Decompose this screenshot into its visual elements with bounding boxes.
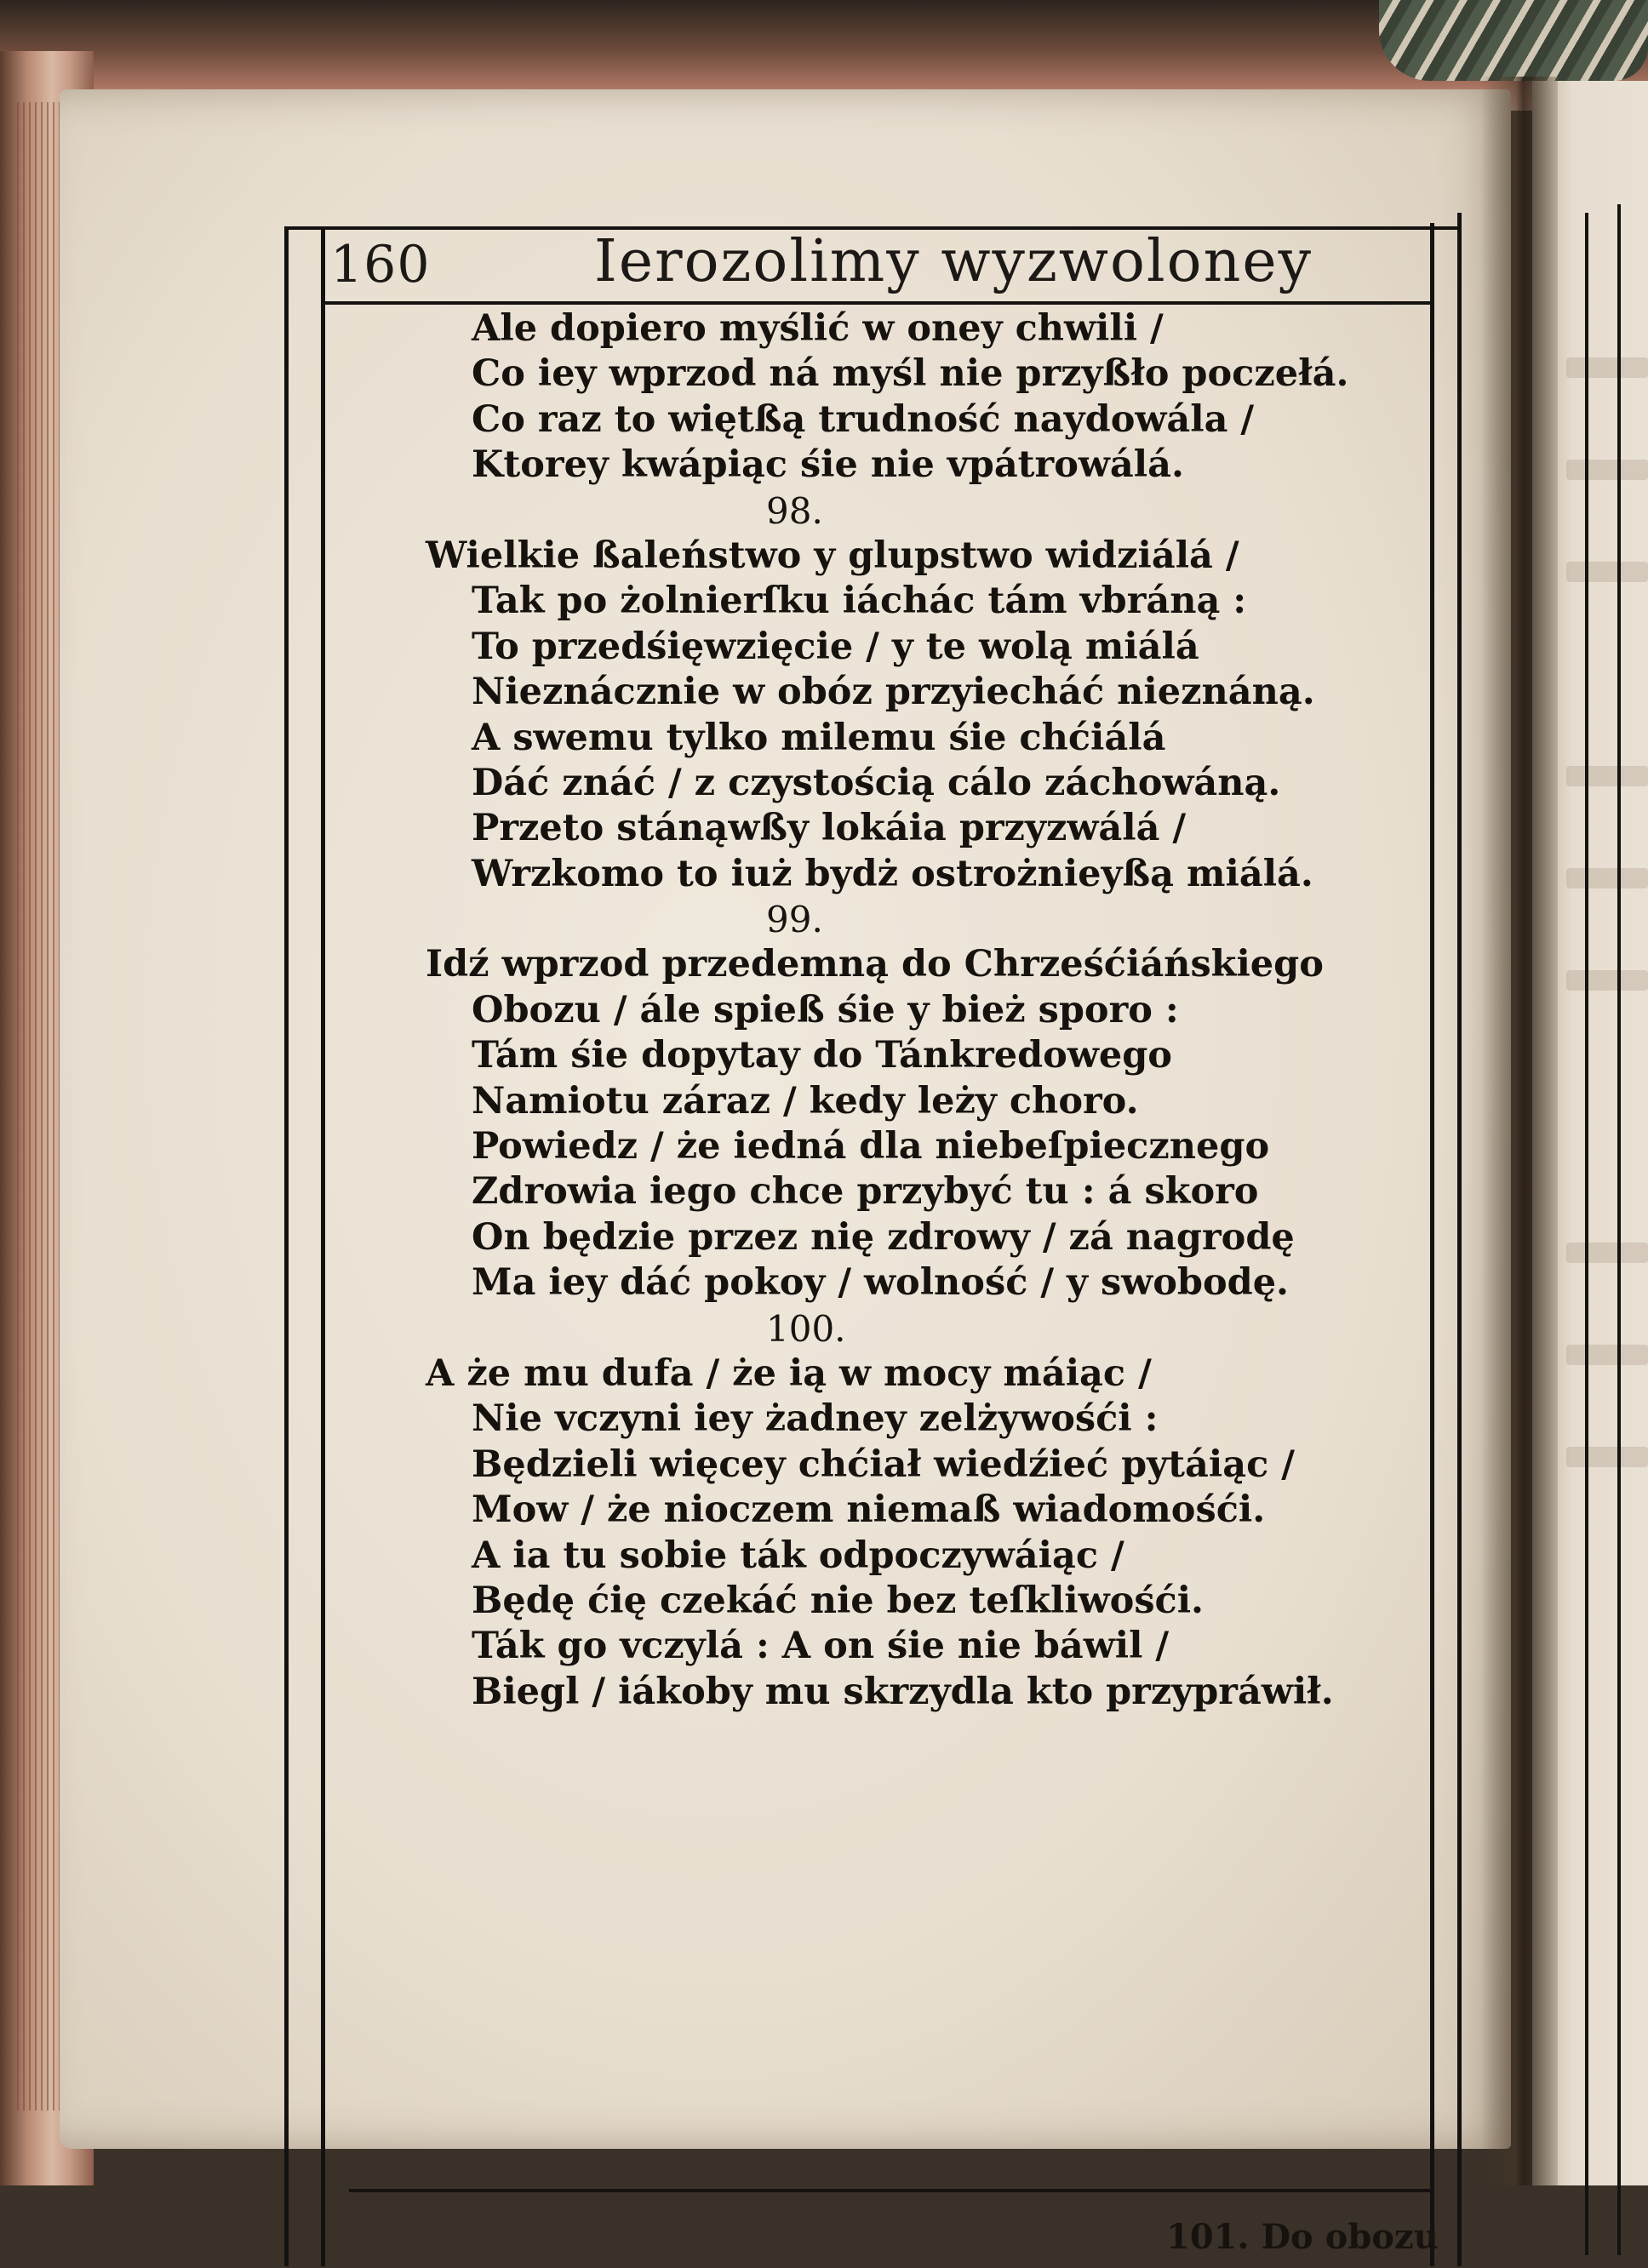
verse-line: Przeto stánąwßy lokáia przyzwálá /: [472, 807, 1187, 850]
verse-line: Tám śie dopytay do Tánkredowego: [472, 1034, 1172, 1077]
right-page-ghost-line: [1566, 1243, 1648, 1263]
verse-line: Będzieli więcey chćiał wiedźieć pytáiąc /: [472, 1442, 1295, 1486]
stanza-number: 100.: [766, 1307, 846, 1350]
frame-rule-left-outer: [284, 228, 289, 2266]
verse-line: Nieznácznie w obóz przyiecháć nieznáną.: [472, 671, 1315, 714]
right-page-frame-rule: [1617, 204, 1621, 2255]
right-page-frame-rule: [1585, 213, 1588, 2255]
right-page-ghost-line: [1566, 460, 1648, 480]
catchword-text: Do obozu: [1261, 2217, 1439, 2257]
verse-line: Ale dopiero myślić w oney chwili /: [472, 307, 1164, 350]
verse-line: Co raz to więtßą trudność naydowála /: [472, 397, 1255, 441]
verse-line: Zdrowia iego chce przybyć tu : á skoro: [472, 1170, 1259, 1214]
verse-line: Nie vczyni iey żadney zelżywośći :: [472, 1397, 1159, 1441]
verse-line: On będzie przez nię zdrowy / zá nagrodę: [472, 1215, 1295, 1259]
book-gutter: [1481, 77, 1558, 2185]
verse-line: Dáć znáć / z czystością cálo záchowáną.: [472, 761, 1281, 804]
stanza-number: 98.: [766, 489, 823, 532]
verse-line: A ia tu sobie ták odpoczywáiąc /: [472, 1534, 1124, 1577]
right-page-ghost-line: [1566, 357, 1648, 378]
right-page-ghost-line: [1566, 1447, 1648, 1467]
verse-line: Ták go vczylá : A on śie nie báwil /: [472, 1625, 1170, 1668]
foot-rule: [349, 2189, 1434, 2192]
right-page-ghost-line: [1566, 868, 1648, 888]
verse-line: Wrzkomo to iuż bydż ostrożnieyßą miálá.: [472, 852, 1313, 895]
verse-line: A że mu dufa / że ią w mocy máiąc /: [426, 1351, 1152, 1395]
right-page-ghost-line: [1566, 1345, 1648, 1365]
verse-line: Będę ćię czekáć nie bez teſkliwośći.: [472, 1579, 1205, 1622]
verse-line: Idź wprzod przedemną do Chrześćiáńskiego: [426, 943, 1324, 986]
stanza-number: 99.: [766, 899, 823, 941]
verse-line: To przedśięwzięcie / y te wolą miálá: [472, 625, 1199, 668]
verse-text: [426, 306, 1490, 1715]
headband-decoration: [1379, 0, 1648, 81]
verse-line: Wielkie ßaleństwo y glupstwo widziálá /: [426, 534, 1239, 577]
signature-mark: 101.: [1166, 2217, 1250, 2257]
verse-line: Co iey wprzod ná myśl nie przyßło poczełá.: [472, 352, 1349, 396]
verse-line: Tak po żolnierſku iáchác tám vbráną :: [472, 580, 1247, 623]
verse-line: Ma iey dáć pokoy / wolność / y swobodę.: [472, 1261, 1290, 1305]
right-page-ghost-line: [1566, 766, 1648, 786]
frame-rule-left-inner: [321, 228, 325, 2266]
verse-line: Biegl / iákoby mu skrzydla kto przypráwił.: [472, 1670, 1334, 1713]
verse-line: Obozu / ále spieß śie y bież sporo :: [472, 988, 1179, 1031]
verse-line: A swemu tylko milemu śie chćiálá: [472, 716, 1166, 759]
verse-line: Ktorey kwápiąc śie nie vpátrowálá.: [472, 443, 1184, 487]
verse-line: Namiotu záraz / kedy leży choro.: [472, 1079, 1139, 1123]
verse-line: Mow / że nioczem niemaß wiadomośći.: [472, 1488, 1266, 1532]
running-head: [330, 228, 1437, 305]
page-number: 160: [330, 235, 431, 294]
right-page-ghost-line: [1566, 562, 1648, 582]
right-page-ghost-line: [1566, 970, 1648, 991]
verse-line: Powiedz / że iedná dla niebeſpiecznego: [472, 1125, 1270, 1168]
catchword: [1166, 2217, 1439, 2268]
running-title: Ierozolimy wyzwoloney: [594, 228, 1313, 295]
